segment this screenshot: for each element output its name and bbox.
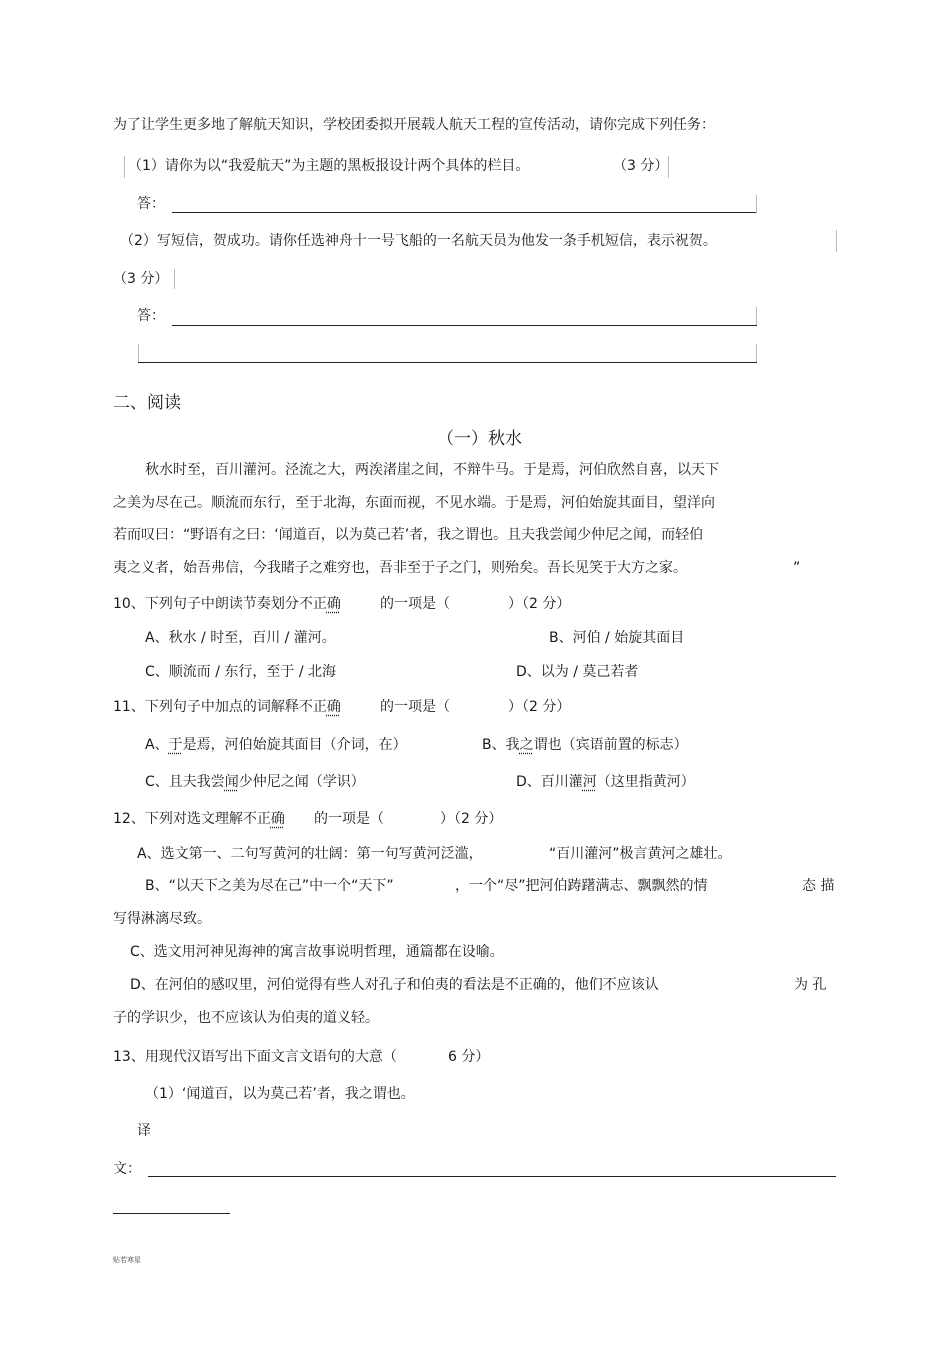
q11-stem-b: 的一项是（ (380, 699, 450, 715)
divider (756, 195, 757, 213)
q11-option-d: D、百川灌河（这里指黄河） (516, 774, 695, 790)
q11-option-c: C、且夫我尝闻少仲尼之闻（学识） (145, 774, 365, 790)
q10-stem-c: ）（2 分） (508, 596, 571, 612)
q12-option-d-wrap: 子的学识少，也不应该认为伯夷的道义轻。 (113, 1010, 379, 1026)
q12-option-c: C、选文用河神见海神的寓言故事说明哲理，通篇都在设喻。 (130, 944, 504, 960)
q13-wen: 文： (113, 1161, 141, 1177)
passage-title: （一）秋水 (437, 429, 522, 449)
divider (124, 156, 125, 178)
task1-text: （1）请你为以“我爱航天”为主题的黑板报设计两个具体的栏目。 (128, 158, 530, 174)
passage-line: 夷之义者，始吾弗信，今我睹子之难穷也，吾非至于子之门，则殆矣。吾长见笑于大方之家。 (113, 560, 687, 576)
divider (756, 344, 757, 362)
task2-score: （3 分） (113, 271, 169, 287)
q13-yi: 译 (137, 1123, 151, 1139)
task1-score: （3 分） (613, 158, 669, 174)
q12-option-b: B、“以天下之美为尽在己”中一个“天下” (145, 878, 394, 894)
q13-item1: （1）‘闻道百，以为莫己若’者，我之谓也。 (145, 1086, 415, 1102)
q11-stem: 11、下列句子中加点的词解释不正确 (113, 699, 341, 715)
footer-text: 贴若寒星 (113, 1256, 141, 1264)
intro-text: 为了让学生更多地了解航天知识，学校团委拟开展载人航天工程的宣传活动，请你完成下列任务： (113, 117, 715, 133)
q11-option-a: A、于是焉，河伯始旋其面目（介词，在） (145, 737, 407, 753)
q12-option-a: A、选文第一、二句写黄河的壮阔：第一句写黄河泛滥， (137, 846, 483, 862)
q12-stem-c: ）（2 分） (440, 811, 503, 827)
task2-answer-label: 答： (137, 308, 165, 324)
divider (836, 230, 837, 252)
q10-option-b: B、河伯 / 始旋其面目 (549, 630, 685, 646)
q13-answer-line[interactable] (148, 1176, 836, 1177)
q12-stem-b: 的一项是（ (314, 811, 384, 827)
q12-option-b-cont: ，一个“尽”把河伯踌躇满志、飘飘然的情 (455, 878, 708, 894)
task2-answer-line-2[interactable] (138, 362, 757, 363)
task2-text: （2）写短信，贺成功。请你任选神舟十一号飞船的一名航天员为他发一条手机短信，表示祝贺。 (120, 233, 717, 249)
q12-option-d: D、在河伯的感叹里，河伯觉得有些人对孔子和伯夷的看法是不正确的，他们不应该认 (130, 977, 659, 993)
q12-option-a-cont: “百川灌河”极言黄河之雄壮。 (549, 846, 732, 862)
task1-answer-line[interactable] (172, 212, 757, 213)
q11-option-b: B、我之谓也（宾语前置的标志） (482, 737, 688, 753)
passage-line: 之美为尽在己。顺流而东行，至于北海，东面而视，不见水端。于是焉，河伯始旋其面目，望洋向 (113, 495, 715, 511)
divider (174, 269, 175, 289)
q13-stem: 13、用现代汉语写出下面文言文语句的大意（ (113, 1049, 397, 1065)
footnote-rule (113, 1213, 230, 1214)
q13-stem-b: 6 分） (448, 1049, 490, 1065)
q12-option-d-end: 为 孔 (794, 977, 827, 993)
q12-option-b-end: 态 描 (802, 878, 835, 894)
passage-line: 若而叹曰：“野语有之曰：‘闻道百，以为莫己若’者，我之谓也。且夫我尝闻少仲尼之闻，而轻伯 (113, 527, 704, 543)
passage-line: 秋水时至，百川灌河。泾流之大，两涘渚崖之间，不辩牛马。于是焉，河伯欣然自喜，以天下 (145, 462, 719, 478)
task1-answer-label: 答： (137, 196, 165, 212)
q10-option-d: D、以为 / 莫己若者 (516, 664, 639, 680)
q10-option-c: C、顺流而 / 东行，至于 / 北海 (145, 664, 337, 680)
task2-answer-line-1[interactable] (172, 325, 757, 326)
divider (668, 156, 669, 178)
q12-option-b-wrap: 写得淋漓尽致。 (113, 911, 211, 927)
q10-stem-b: 的一项是（ (380, 596, 450, 612)
q10-option-a: A、秋水 / 时至，百川 / 灌河。 (145, 630, 336, 646)
passage-closing-quote: ” (793, 560, 801, 576)
section-title: 二、阅读 (113, 393, 181, 413)
q10-stem: 10、下列句子中朗读节奏划分不正确 (113, 596, 341, 612)
divider (756, 307, 757, 325)
divider (138, 344, 139, 362)
q11-stem-c: ）（2 分） (508, 699, 571, 715)
q12-stem: 12、下列对选文理解不正确 (113, 811, 285, 827)
